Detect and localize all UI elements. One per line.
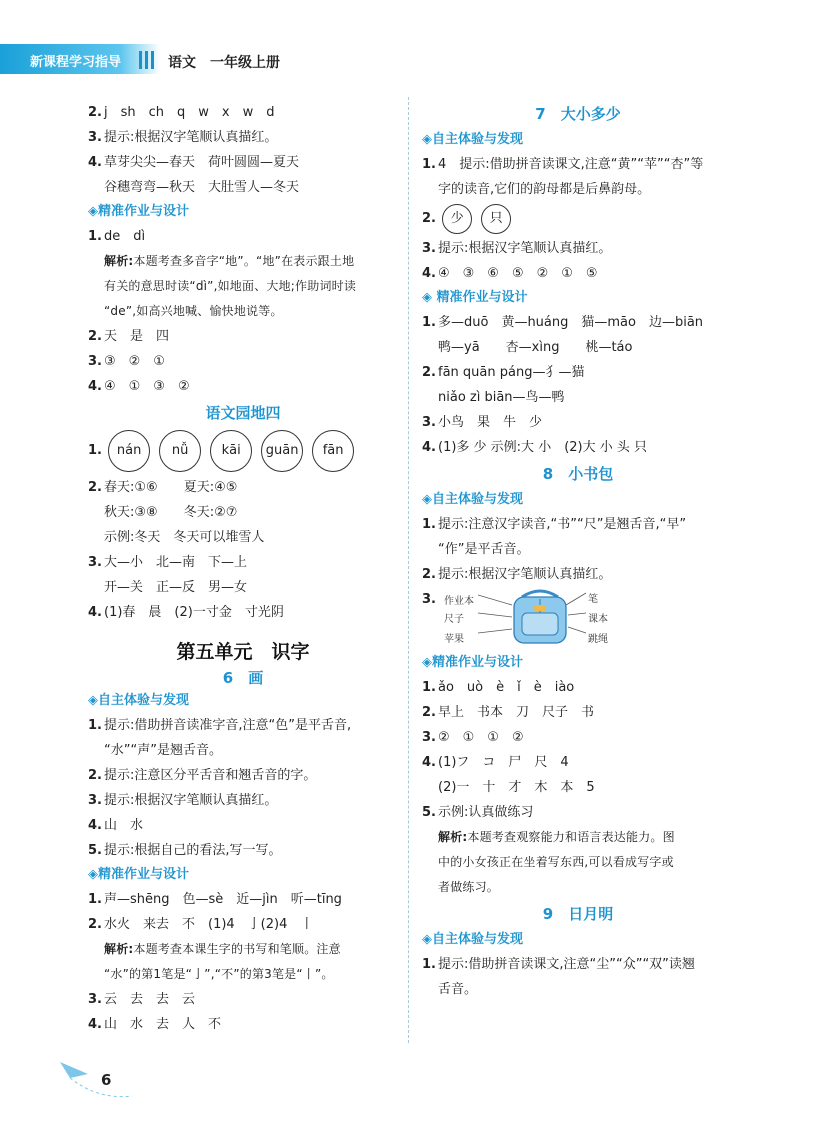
lesson-title: 语文园地四 (205, 404, 281, 422)
answer-item: 4. (1)フ コ 尸 尺 4 (422, 755, 569, 770)
analysis-note: 者做练习。 (438, 880, 500, 894)
section-heading: ◈自主体验与发现 (422, 492, 523, 507)
pinyin-circles (108, 430, 354, 472)
answer-item: 3. ③ ② ① (88, 354, 165, 369)
answer-item: 5. 提示:根据自己的看法,写一写。 (88, 843, 282, 858)
column-divider (408, 97, 409, 1043)
unit-title: 第五单元 识字 (176, 641, 310, 663)
answer-item: 1. de dì (88, 229, 146, 244)
lesson-title: 9 日月明 (542, 905, 614, 923)
answer-item: 4. 草芽尖尖—春天 荷叶圆圆—夏天 (88, 155, 300, 170)
answer-item: 1. nán nǚ kāi guān fān (88, 427, 398, 475)
subject-title: 语文 一年级上册 (168, 55, 280, 71)
series-title: 新课程学习指导 (30, 55, 122, 70)
analysis-note: 解析:本题考查观察能力和语言表达能力。图 (438, 830, 675, 844)
answer-item: 3. 提示:根据汉字笔顺认真描红。 (88, 130, 278, 145)
left-column (88, 100, 398, 1037)
analysis-note: “de”,如高兴地喊、愉快地说等。 (104, 304, 283, 318)
lesson-title: 7 大小多少 (535, 105, 621, 123)
answer-item: 4. (1)春 晨 (2)一寸金 寸光阴 (88, 605, 284, 620)
pinyin-circle: kāi (210, 430, 252, 472)
answer-item: 3. 小鸟 果 牛 少 (422, 415, 543, 430)
answer-item: 2. fān quān páng—犭—猫 (422, 365, 585, 380)
answer-item: 2. 天 是 四 (88, 329, 170, 344)
answer-item: 2. 早上 书本 刀 尺子 书 (422, 705, 595, 720)
answer-item: 3. ② ① ① ② (422, 730, 524, 745)
answer-item: 4. 山 水 去 人 不 (88, 1017, 222, 1032)
header-bars-decoration (139, 51, 154, 69)
section-heading: ◈自主体验与发现 (88, 693, 189, 708)
answer-item: 2. 春天:①⑥ 夏天:④⑤ (88, 480, 238, 495)
answer-item-cont: (2)一 十 才 木 本 5 (438, 780, 595, 795)
char-circle: 只 (481, 204, 511, 234)
answer-item-cont: “作”是平舌音。 (438, 542, 530, 557)
answer-item: 3. 大—小 北—南 下—上 (88, 555, 248, 570)
answer-item: 1. ǎo uò è ǐ è iào (422, 680, 575, 695)
section-heading: ◈ 精准作业与设计 (422, 290, 528, 305)
answer-item-cont: “水”“声”是翘舌音。 (104, 743, 222, 758)
answer-item: 1. 提示:借助拼音读准字音,注意“色”是平舌音, (88, 718, 352, 733)
answer-item: 1. 提示:注意汉字读音,“书”“尺”是翘舌音,“早” (422, 517, 687, 532)
lesson-title: 6 画 (222, 669, 264, 687)
answer-item: 2. j sh ch q w x w d (88, 105, 275, 120)
analysis-note: “水”的第1笔是“亅”,“不”的第3笔是“丨”。 (104, 967, 334, 981)
schoolbag-diagram: 作业本 尺子 苹果 笔 课本 跳绳 (438, 587, 734, 647)
right-column (422, 100, 734, 1002)
answer-item: 2. 提示:根据汉字笔顺认真描红。 (422, 567, 612, 582)
page-number: 6 (101, 1071, 112, 1089)
paper-plane-icon (58, 1060, 138, 1105)
answer-item: 1. 多—duō 黄—huáng 猫—māo 边—biān (422, 315, 704, 330)
answer-item: 3. 提示:根据汉字笔顺认真描红。 (422, 241, 612, 256)
answer-item: 4. ④ ① ③ ② (88, 379, 190, 394)
section-heading: ◈自主体验与发现 (422, 932, 523, 947)
answer-item: 2. 提示:注意区分平舌音和翘舌音的字。 (88, 768, 317, 783)
answer-item-cont: 谷穗弯弯—秋天 大肚雪人—冬天 (104, 180, 300, 195)
pinyin-circle: fān (312, 430, 354, 472)
answer-item: 3. 云 去 去 云 (88, 992, 196, 1007)
answer-item-cont: 秋天:③⑧ 冬天:②⑦ (104, 505, 238, 520)
section-heading: ◈精准作业与设计 (88, 867, 189, 882)
answer-item: 3. 作业本 尺子 苹果 笔 课本 跳绳 (422, 587, 734, 651)
pinyin-circle: guān (261, 430, 303, 472)
analysis-note: 解析:本题考查多音字“地”。“地”在表示跟土地 (104, 254, 355, 268)
answer-item: 4. 山 水 (88, 818, 144, 833)
char-circle: 少 (442, 204, 472, 234)
answer-item-cont: 示例:冬天 冬天可以堆雪人 (104, 530, 265, 545)
answer-item: 5. 示例:认真做练习 (422, 805, 534, 820)
lesson-title: 8 小书包 (542, 465, 614, 483)
answer-item: 3. 提示:根据汉字笔顺认真描红。 (88, 793, 278, 808)
section-heading: ◈精准作业与设计 (422, 655, 523, 670)
answer-item: 2. 少 只 (422, 202, 734, 236)
answer-item: 1. 提示:借助拼音读课文,注意“尘”“众”“双”读翘 (422, 957, 695, 972)
section-heading: ◈精准作业与设计 (88, 204, 189, 219)
answer-item-cont: 开—关 正—反 男—女 (104, 580, 248, 595)
answer-item-cont: 舌音。 (438, 982, 478, 997)
pinyin-circle: nán (108, 430, 150, 472)
answer-item: 1. 声—shēng 色—sè 近—jìn 听—tīng (88, 892, 342, 907)
answer-item-cont: 鸭—yā 杏—xìng 桃—táo (438, 340, 633, 355)
answer-item: 4. (1)多 少 示例:大 小 (2)大 小 头 只 (422, 440, 648, 455)
answer-item-cont: niǎo zì biān—鸟—鸭 (438, 390, 565, 405)
section-heading: ◈自主体验与发现 (422, 132, 523, 147)
answer-item: 4. ④ ③ ⑥ ⑤ ② ① ⑤ (422, 266, 598, 281)
analysis-note: 解析:本题考查本课生字的书写和笔顺。注意 (104, 942, 341, 956)
analysis-note: 有关的意思时读“dì”,如地面、大地;作助词时读 (104, 279, 357, 293)
analysis-note: 中的小女孩正在坐着写东西,可以看成写字或 (438, 855, 674, 869)
schoolbag-icon (478, 587, 628, 647)
pinyin-circle: nǚ (159, 430, 201, 472)
answer-item: 2. 水火 来去 不 (1)4 亅(2)4 丨 (88, 917, 314, 932)
answer-item: 1. 4 提示:借助拼音读课文,注意“黄”“苹”“杏”等 (422, 157, 704, 172)
answer-item-cont: 字的读音,它们的韵母都是后鼻韵母。 (438, 182, 651, 197)
